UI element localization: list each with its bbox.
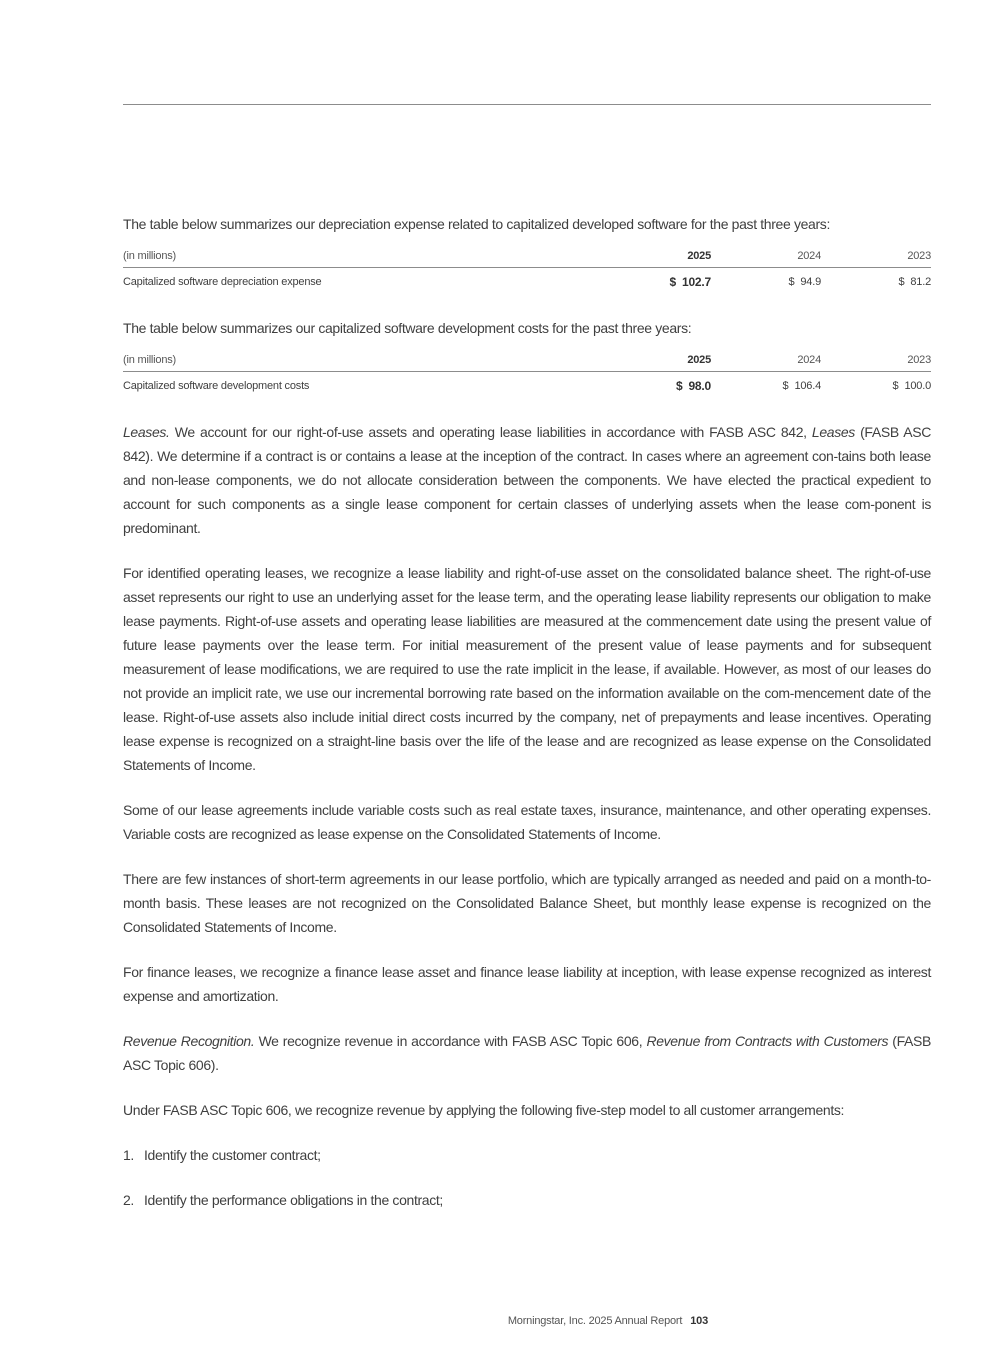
list-number: 1. — [123, 1147, 134, 1163]
list-item — [123, 1188, 931, 1212]
value-2023 — [821, 372, 931, 394]
value-2024 — [711, 268, 821, 290]
leases-title: Leases — [811, 424, 855, 440]
value-2024 — [711, 372, 821, 394]
depreciation-table — [123, 250, 931, 289]
leases-paragraph-5: For finance leases, we recognize a finance lease asset and finance lease liability at inception, with lease expense recognized as interest expense and amortization. — [123, 964, 931, 1004]
revenue-heading: Revenue Recognition. — [123, 1033, 255, 1049]
leases-paragraph-2: For identified operating leases, we recognize a lease liability and right-of-use asset on the consolidated balance sheet. The right-of-use asset represents our right to use an underlying asset for the lease term, and the operating lease liability represents our obligation to make lease payments. Right-of-use assets and operating lease liabilities are measured at the commencement date using the present value of future lease payments over the lease term. For initial measurement of the present value of lease payments and for subsequent measurement of lease modifications, we are required to use the rate implicit in the lease, if available. However, as most of our leases do not provide an implicit rate, we use our incremental borrowing rate based on the information available on the com-mencement date of the lease. Right-of-use assets also include initial direct costs incurred by the company, net of prepayments and lease incentives. Operating lease expense is recognized on a straight-line basis over the life of the lease and are recognized as lease expense on the Consolidated Statements of Income. — [123, 565, 931, 773]
depreciation-intro: The table below summarizes our depreciation expense related to capitalized developed software for the past three years: — [123, 216, 830, 232]
amount: 102.7 — [681, 275, 711, 289]
revenue-text-cont: (FASB ASC Topic 606). — [123, 1033, 931, 1073]
page-content — [123, 212, 931, 1212]
leases-text: We account for our right-of-use assets and operating lease liabilities in accordance with FASB ASC 842, — [174, 424, 807, 440]
footer-text: Morningstar, Inc. 2025 Annual Report — [507, 1315, 683, 1327]
leases-paragraph-1 — [123, 420, 931, 540]
column-header-2024: 2024 — [711, 354, 821, 372]
amount: 106.4 — [794, 380, 821, 392]
currency-symbol: $ — [675, 379, 683, 393]
column-header-2024: 2024 — [711, 250, 821, 268]
column-header-units: (in millions) — [123, 250, 591, 268]
row-label: Capitalized software development costs — [123, 380, 310, 392]
development-table — [123, 354, 931, 393]
amount: 81.2 — [910, 276, 931, 288]
value-2023 — [821, 268, 931, 290]
page-footer — [0, 1315, 708, 1327]
list-number: 2. — [123, 1192, 134, 1208]
currency-symbol: $ — [782, 380, 789, 392]
page-number: 103 — [690, 1315, 708, 1327]
revenue-paragraph-2: Under FASB ASC Topic 606, we recognize revenue by applying the following five-step model to all customer arrangements: — [123, 1102, 845, 1118]
currency-symbol: $ — [898, 276, 905, 288]
column-header-2023: 2023 — [821, 250, 931, 268]
amount: 94.9 — [800, 276, 821, 288]
revenue-standard-title: Revenue from Contracts with Customers — [646, 1033, 889, 1049]
leases-paragraph-3: Some of our lease agreements include variable costs such as real estate taxes, insurance, maintenance, and other operating expenses. Variable costs are recognized as lease expense on the Consolidated Statements of Income. — [123, 802, 931, 842]
leases-heading: Leases. — [123, 424, 170, 440]
list-text: Identify the performance obligations in the contract; — [144, 1192, 443, 1208]
table-header-row — [123, 250, 931, 268]
column-header-2025: 2025 — [591, 250, 711, 268]
currency-symbol: $ — [788, 276, 795, 288]
development-intro: The table below summarizes our capitalized software development costs for the past three years: — [123, 320, 692, 336]
table-header-row — [123, 354, 931, 372]
column-header-2025: 2025 — [591, 354, 711, 372]
list-text: Identify the customer contract; — [144, 1147, 321, 1163]
row-label: Capitalized software depreciation expense — [123, 276, 322, 288]
amount: 98.0 — [688, 379, 711, 393]
column-header-2023: 2023 — [821, 354, 931, 372]
leases-text-cont: (FASB ASC 842). We determine if a contract is or contains a lease at the inception of the contract. In cases where an agreement con-tains both lease and non-lease components, we do not allocate consideration between the components. We have elected the practical expedient to account for such components as a single lease component for certain classes of underlying assets when the lease com-ponent is predominant. — [123, 424, 931, 536]
revenue-text: We recognize revenue in accordance with FASB ASC Topic 606, — [258, 1033, 643, 1049]
leases-paragraph-4: There are few instances of short-term agreements in our lease portfolio, which are typically arranged as needed and paid on a month-to-month basis. These leases are not recognized on the Consolidated Balance Sheet, but monthly lease expense is recognized on the Consolidated Statements of Income. — [123, 871, 931, 935]
currency-symbol: $ — [669, 275, 676, 289]
value-2025 — [591, 372, 711, 394]
table-row — [123, 268, 931, 290]
header-rule — [123, 104, 931, 105]
column-header-units: (in millions) — [123, 354, 591, 372]
list-item — [123, 1143, 931, 1167]
amount: 100.0 — [904, 380, 931, 392]
value-2025 — [591, 268, 711, 290]
table-row — [123, 372, 931, 394]
revenue-paragraph-1 — [123, 1029, 931, 1077]
currency-symbol: $ — [892, 380, 899, 392]
